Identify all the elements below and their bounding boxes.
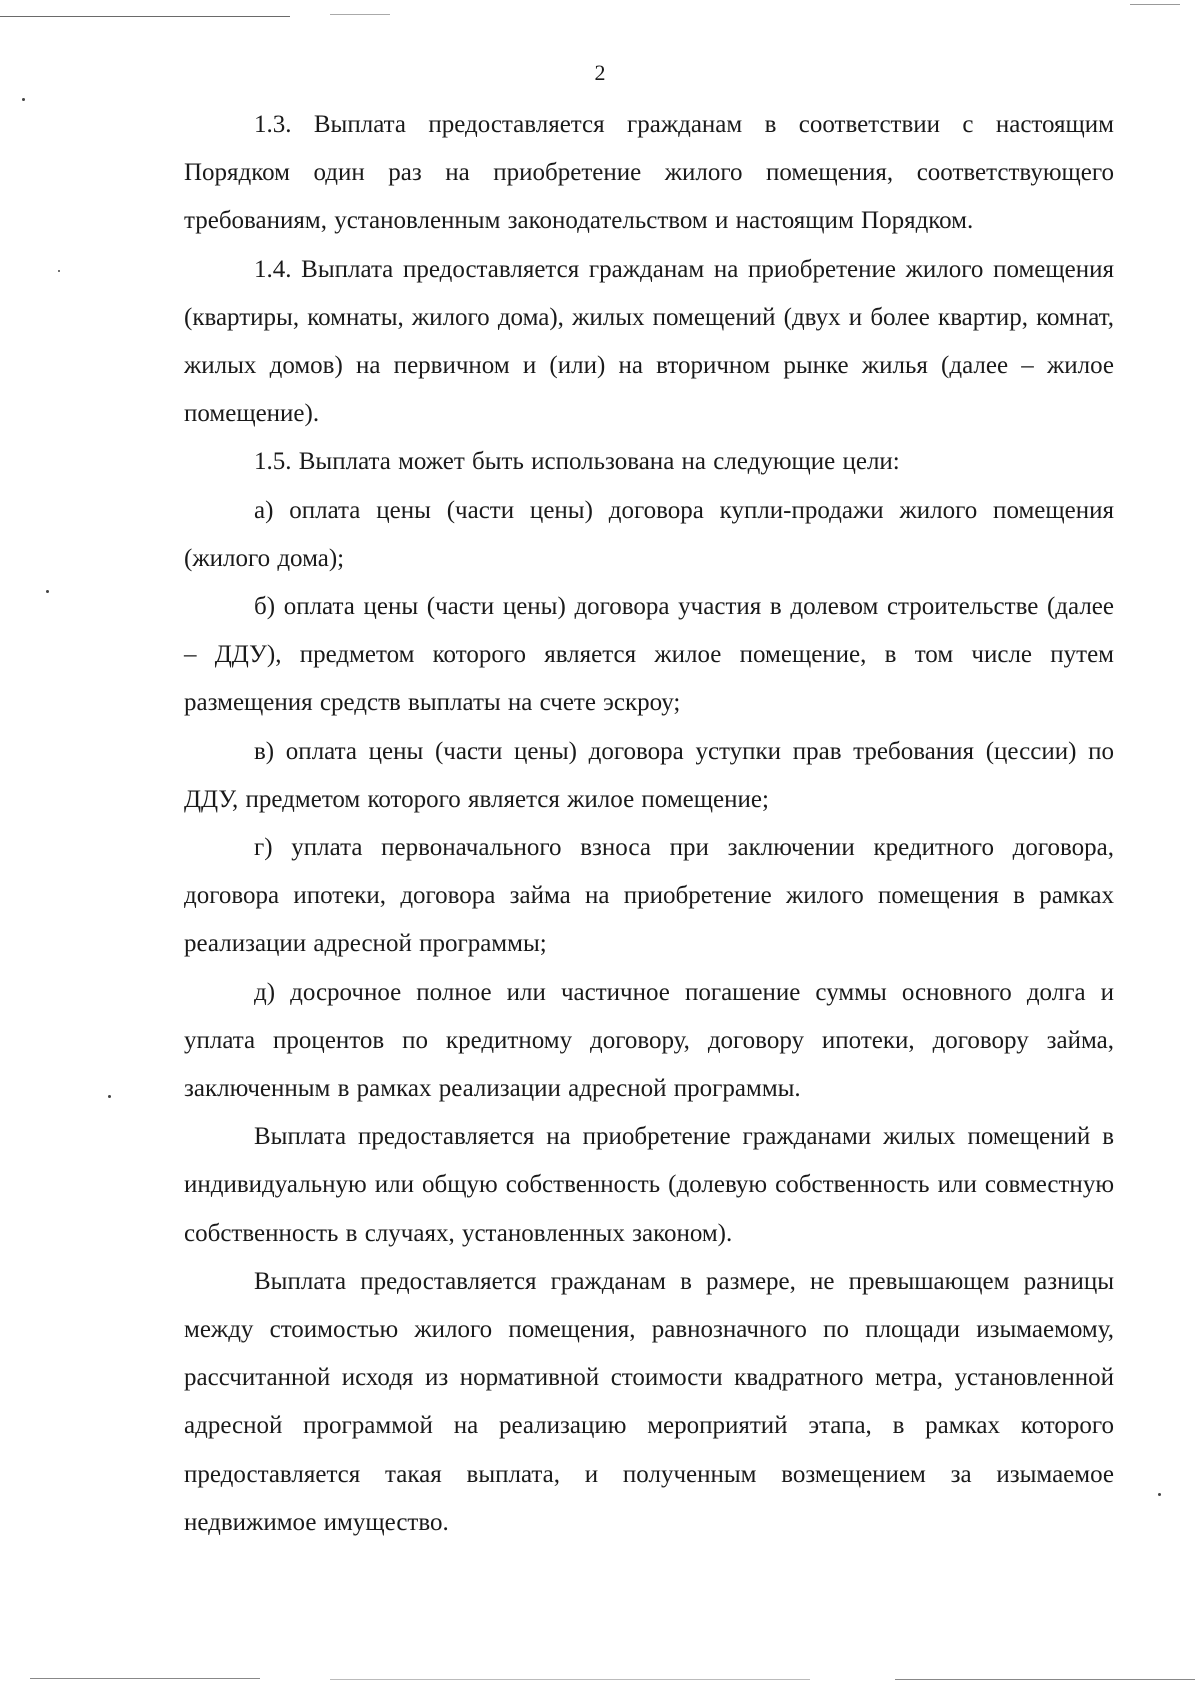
paragraph-amount: Выплата предоставляется гражданам в размере, не превышающем разницы между стоимостью жилого помещения, равнозначного по площади изымаемому, рассчитанной исходя из нормативной стоимости квадратного метра, установленной адресной программой на реализацию мероприятий этапа, в рамках которого предоставляется такая выплата, и полученным возмещением за изымаемое недвижимое имущество.: [184, 1267, 1114, 1536]
scan-edge-bottom-left: [30, 1678, 260, 1679]
list-item-d: д) досрочное полное или частичное погашение суммы основного долга и уплата процентов по кредитному договору, договору ипотеки, договору займа, заключенным в рамках реализации адресной программы.: [184, 978, 1114, 1103]
list-item-v: в) оплата цены (части цены) договора уступки прав требования (цессии) по ДДУ, предметом которого является жилое помещение;: [184, 737, 1114, 813]
scan-edge-bottom-right: [895, 1679, 1195, 1680]
list-item-g: г) уплата первоначального взноса при заключении кредитного договора, договора ипотеки, договора займа на приобретение жилого помещения в рамках реализации адресной программы;: [184, 834, 1114, 958]
scan-edge-top-mid: [330, 14, 390, 15]
paragraph-ownership: Выплата предоставляется на приобретение гражданами жилых помещений в индивидуальную или общую собственность (долевую собственность или совместную собственность в случаях, установленных законом).: [184, 1123, 1114, 1247]
paragraph-1-3: 1.3. Выплата предоставляется гражданам в соответствии с настоящим Порядком один раз на приобретение жилого помещения, соответствующего требованиям, установленным законодательством и настоящим Порядком.: [184, 111, 1114, 235]
paragraph-1-5: 1.5. Выплата может быть использована на следующие цели:: [254, 448, 900, 476]
scan-edge-top-right: [1130, 4, 1180, 5]
scan-edge-bottom-mid: [330, 1679, 810, 1680]
scan-dot: [46, 590, 49, 593]
scan-dot: [1158, 1493, 1161, 1496]
scan-dot: [22, 98, 25, 101]
scan-dot: [58, 270, 60, 272]
paragraph-1-4: 1.4. Выплата предоставляется гражданам на приобретение жилого помещения (квартиры, комнаты, жилого дома), жилых помещений (двух и более квартир, комнат, жилых домов) на первичном и (или) на вторичном рынке жилья (далее – жилое помещение).: [184, 255, 1114, 428]
scan-edge-top-left: [0, 16, 290, 17]
page-number: 2: [594, 60, 606, 85]
list-item-a: а) оплата цены (части цены) договора купли-продажи жилого помещения (жилого дома);: [184, 496, 1114, 572]
document-body: [184, 101, 1114, 1547]
scan-dot: [108, 1095, 111, 1098]
list-item-b: б) оплата цены (части цены) договора участия в долевом строительстве (далее – ДДУ), предметом которого является жилое помещение, в том числе путем размещения средств выплаты на счете эскроу;: [184, 593, 1114, 717]
